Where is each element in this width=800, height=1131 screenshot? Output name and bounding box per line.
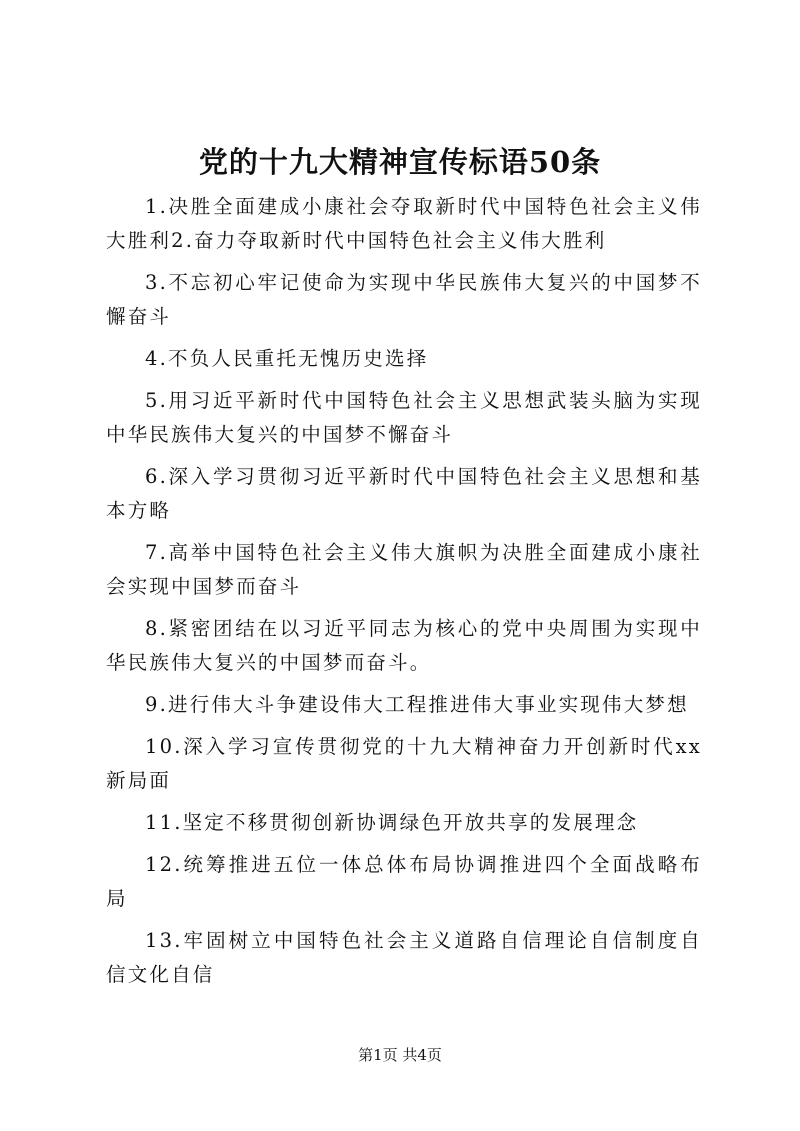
slogan-paragraph: 1.决胜全面建成小康社会夺取新时代中国特色社会主义伟大胜利2.奋力夺取新时代中国特色社会主义伟大胜利 [106,195,702,252]
slogan-paragraph: 4.不负人民重托无愧历史选择 [145,347,429,370]
slogan-paragraph: 5.用习近平新时代中国特色社会主义思想武装头脑为实现中华民族伟大复兴的中国梦不懈奋斗 [106,389,702,446]
slogan-paragraph: 11.坚定不移贯彻创新协调绿色开放共享的发展理念 [145,811,639,834]
slogan-paragraph: 8.紧密团结在以习近平同志为核心的党中央周围为实现中华民族伟大复兴的中国梦而奋斗。 [106,617,702,674]
slogan-paragraph: 7.高举中国特色社会主义伟大旗帜为决胜全面建成小康社会实现中国梦而奋斗 [106,541,702,598]
slogan-paragraph: 10.深入学习宣传贯彻党的十九大精神奋力开创新时代xx新局面 [106,735,702,792]
slogan-paragraph: 12.统筹推进五位一体总体布局协调推进四个全面战略布局 [106,853,702,910]
slogan-paragraph: 13.牢固树立中国特色社会主义道路自信理论自信制度自信文化自信 [106,929,702,986]
document-body [106,190,702,1000]
slogan-paragraph: 6.深入学习贯彻习近平新时代中国特色社会主义思想和基本方略 [106,465,702,522]
page-footer: 第1页 共4页 [358,1046,442,1064]
slogan-paragraph: 3.不忘初心牢记使命为实现中华民族伟大复兴的中国梦不懈奋斗 [106,271,702,328]
slogan-paragraph: 9.进行伟大斗争建设伟大工程推进伟大事业实现伟大梦想 [145,693,689,716]
document-title: 党的十九大精神宣传标语50条 [198,145,602,179]
